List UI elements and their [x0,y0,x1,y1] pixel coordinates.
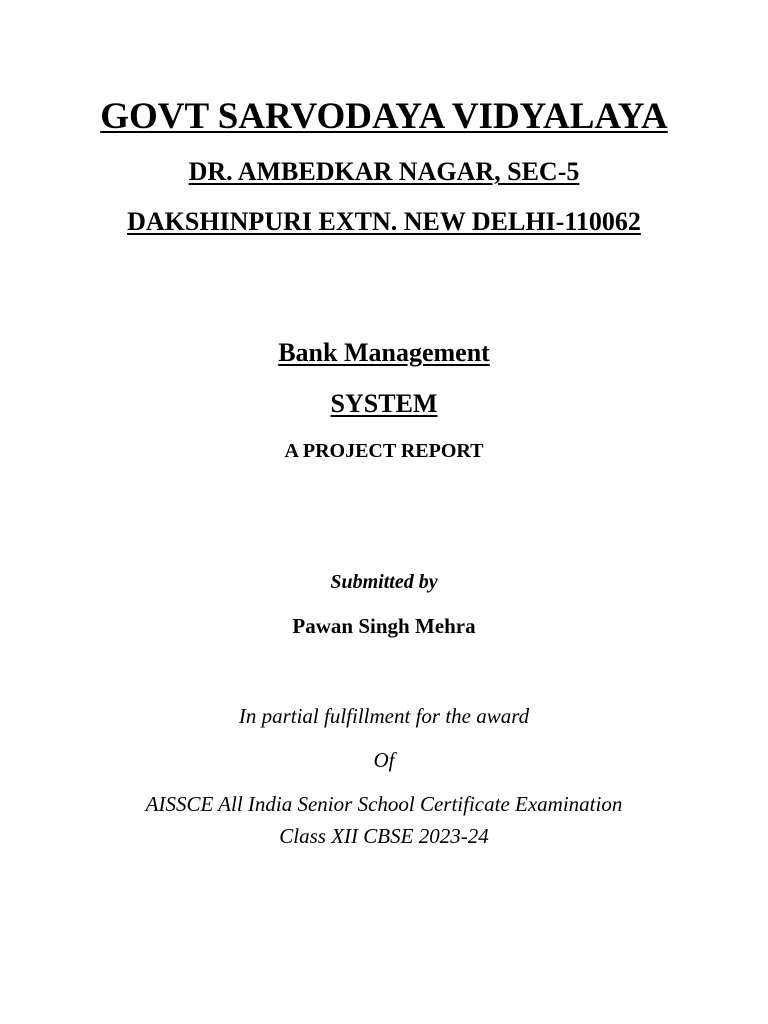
project-title-line-2: SYSTEM [330,389,438,418]
submitted-by-label: Submitted by [330,571,438,593]
fulfillment-line-2: Of [373,748,395,772]
project-subtitle: A PROJECT REPORT [284,440,484,462]
project-title-line-1: Bank Management [278,338,490,367]
school-address-line-1: DR. AMBEDKAR NAGAR, SEC-5 [188,157,580,186]
fulfillment-line-3: AISSCE All India Senior School Certificate Examination [145,792,623,816]
school-name: GOVT SARVODAYA VIDYALAYA [100,96,668,137]
fulfillment-line-4: Class XII CBSE 2023-24 [279,824,489,848]
student-name: Pawan Singh Mehra [292,614,476,638]
fulfillment-line-1: In partial fulfillment for the award [238,704,530,728]
school-address-line-2: DAKSHINPURI EXTN. NEW DELHI-110062 [127,207,641,236]
